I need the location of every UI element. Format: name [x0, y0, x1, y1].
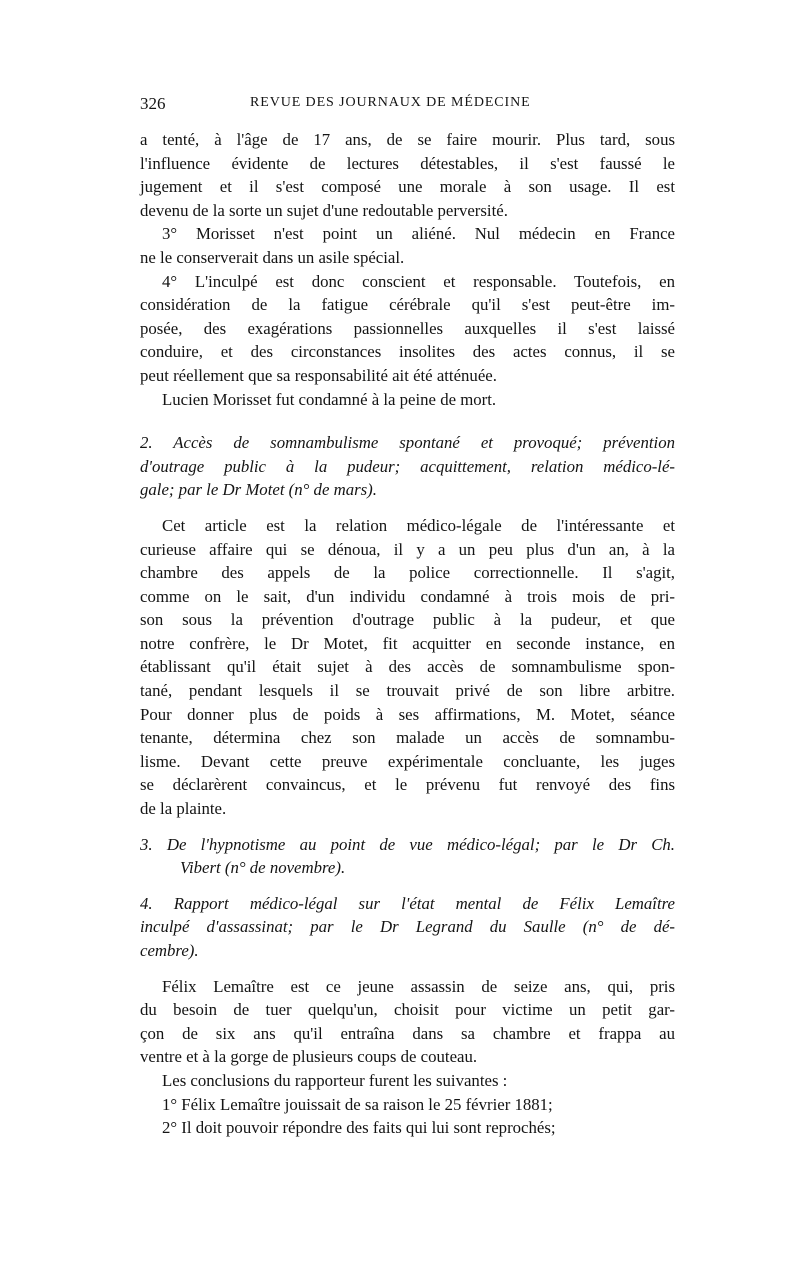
heading-line: gale; par le Dr Motet (n° de mars). — [140, 480, 377, 500]
text-line: Cet article est la relation médico-légale de l'intéressante et — [162, 515, 675, 535]
text-line: jugement et il s'est composé une morale à son usage. Il est — [140, 177, 675, 197]
text-line: lisme. Devant cette preuve expérimentale concluante, les juges — [140, 751, 675, 771]
text-line: ventre et à la gorge de plusieurs coups de couteau. — [140, 1047, 478, 1067]
heading-line: 4. Rapport médico-légal sur l'état mental de Félix Lemaître — [140, 893, 675, 913]
text-line: considération de la fatigue cérébrale qu'il s'est peut-être im- — [140, 295, 675, 315]
heading-line: 3. De l'hypnotisme au point de vue médico-légal; par le Dr Ch. — [140, 834, 675, 854]
heading-line: cembre). — [140, 941, 199, 960]
text-line: 4° L'inculpé est donc conscient et responsable. Toutefois, en — [162, 271, 675, 291]
text-line: peut réellement que sa responsabilité ait été atténuée. — [140, 365, 497, 385]
section-heading-3 — [140, 833, 675, 880]
paragraph-lemaitre-case — [140, 975, 675, 1140]
heading-line: Vibert (n° de novembre). — [180, 858, 346, 878]
text-line: Pour donner plus de poids à ses affirmations, M. Motet, séance — [140, 704, 675, 724]
text-line: Les conclusions du rapporteur furent les suivantes : — [162, 1070, 508, 1090]
paragraph-motet-case — [140, 514, 675, 821]
text-line: son sous la prévention d'outrage public à la pudeur, et que — [140, 610, 675, 630]
heading-line: inculpé d'assassinat; par le Dr Legrand du Saulle (n° de dé- — [140, 917, 675, 937]
page-body — [140, 128, 675, 1140]
text-line: posée, des exagérations passionnelles auxquelles il s'est laissé — [140, 318, 675, 338]
text-line: de la plainte. — [140, 799, 227, 819]
text-line: tané, pendant lesquels il se trouvait privé de son libre arbitre. — [140, 681, 675, 701]
heading-line: d'outrage public à la pudeur; acquittement, relation médico-lé- — [140, 456, 675, 476]
heading-line: 2. Accès de somnambulisme spontané et provoqué; prévention — [140, 433, 675, 453]
text-line: ne le conserverait dans un asile spécial. — [140, 247, 405, 267]
text-line: 2° Il doit pouvoir répondre des faits qui lui sont reprochés; — [162, 1118, 556, 1138]
text-line: curieuse affaire qui se dénoua, il y a un peu plus d'un an, à la — [140, 539, 675, 559]
text-line: notre confrère, le Dr Motet, fit acquitter en seconde instance, en — [140, 633, 675, 653]
running-title: REVUE DES JOURNAUX DE MÉDECINE — [250, 95, 531, 110]
text-line: devenu de la sorte un sujet d'une redoutable perversité. — [140, 200, 508, 220]
page-header — [140, 94, 675, 116]
text-line: conduire, et des circonstances insolites des actes connus, il se — [140, 342, 675, 362]
page-number: 326 — [140, 94, 166, 113]
section-heading-4 — [140, 892, 675, 963]
text-line: se déclarèrent convaincus, et le prévenu fut renvoyé des fins — [140, 775, 675, 795]
text-line: établissant qu'il était sujet à des accès de somnambulisme spon- — [140, 657, 675, 677]
text-line: 1° Félix Lemaître jouissait de sa raison le 25 février 1881; — [162, 1094, 553, 1114]
text-line: chambre des appels de la police correctionnelle. Il s'agit, — [140, 563, 675, 583]
text-line: 3° Morisset n'est point un aliéné. Nul médecin en France — [162, 224, 675, 244]
paragraph-morisset-conclusions — [140, 128, 675, 411]
text-line: Lucien Morisset fut condamné à la peine de mort. — [162, 389, 497, 409]
text-line: Félix Lemaître est ce jeune assassin de seize ans, qui, pris — [162, 976, 675, 996]
text-line: du besoin de tuer quelqu'un, choisit pour victime un petit gar- — [140, 1000, 675, 1020]
text-line: tenante, détermina chez son malade un accès de somnambu- — [140, 728, 675, 748]
text-line: a tenté, à l'âge de 17 ans, de se faire mourir. Plus tard, sous — [140, 130, 675, 149]
section-heading-2 — [140, 431, 675, 502]
text-line: l'influence évidente de lectures détestables, il s'est faussé le — [140, 153, 675, 173]
text-line: comme on le sait, d'un individu condamné à trois mois de pri- — [140, 586, 675, 606]
text-line: çon de six ans qu'il entraîna dans sa chambre et frappa au — [140, 1023, 675, 1043]
